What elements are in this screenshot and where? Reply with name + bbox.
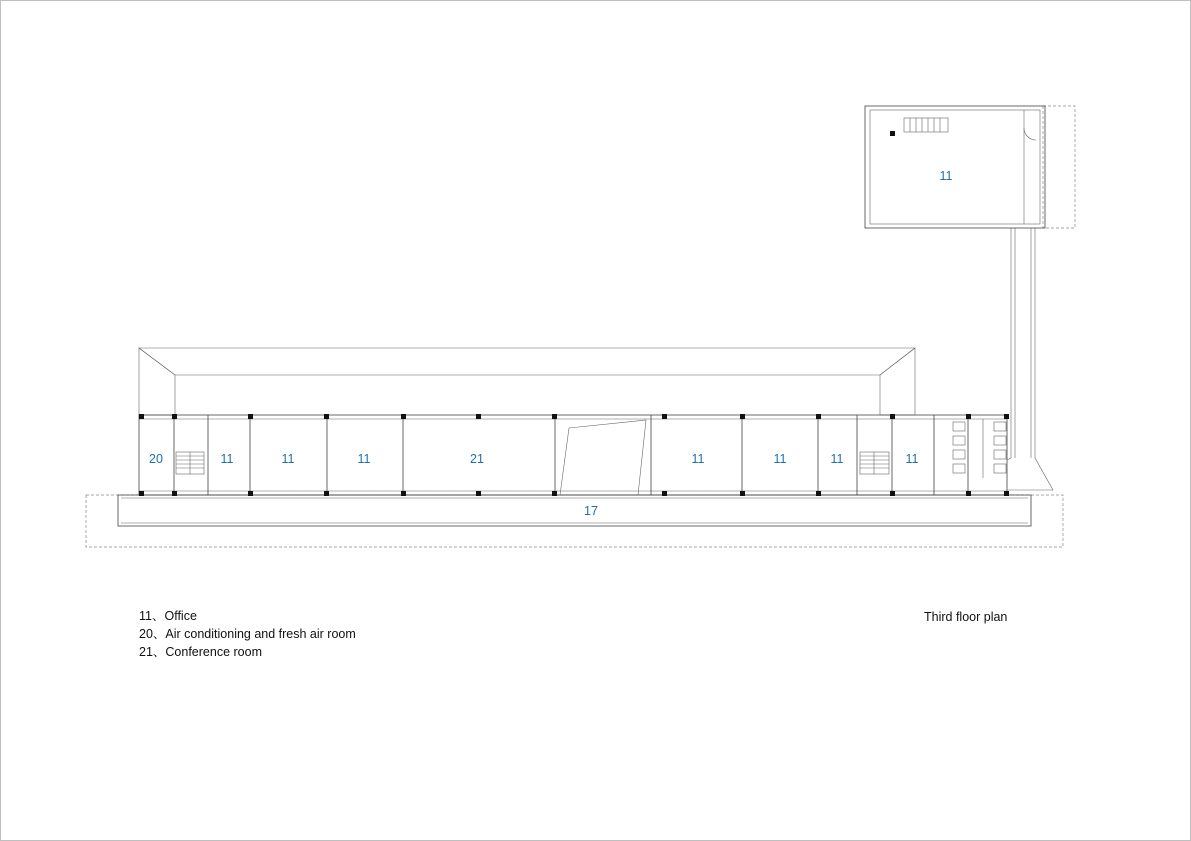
legend-item-conference: 21、Conference room	[139, 645, 262, 659]
room-label-office: 11	[220, 452, 234, 466]
room-label-conference: 21	[470, 452, 484, 466]
room-label-office: 11	[773, 452, 787, 466]
legend-item-ac-room: 20、Air conditioning and fresh air room	[139, 627, 356, 641]
legend-item-office: 11、Office	[139, 609, 197, 623]
stair-east	[860, 452, 889, 474]
sheet-border	[1, 1, 1191, 841]
balcony-outline	[86, 495, 1063, 547]
main-building-walls	[139, 415, 1007, 495]
room-label-20: 20	[149, 452, 163, 466]
room-label-office: 11	[691, 452, 705, 466]
room-label-balcony: 17	[584, 504, 598, 518]
room-label-office: 11	[830, 452, 844, 466]
room-label-office-upper: 11	[939, 169, 953, 183]
upper-block-walls	[865, 106, 1075, 228]
bridge-outline	[1007, 228, 1053, 490]
toilet-fixtures	[953, 419, 1006, 478]
roof-outline	[139, 348, 915, 415]
legend	[139, 607, 356, 661]
room-label-office: 11	[357, 452, 371, 466]
stair-west	[176, 452, 204, 474]
room-label-office: 11	[281, 452, 295, 466]
plan-caption: Third floor plan	[924, 610, 1008, 624]
structural-columns	[139, 414, 1009, 496]
room-label-office: 11	[905, 452, 919, 466]
